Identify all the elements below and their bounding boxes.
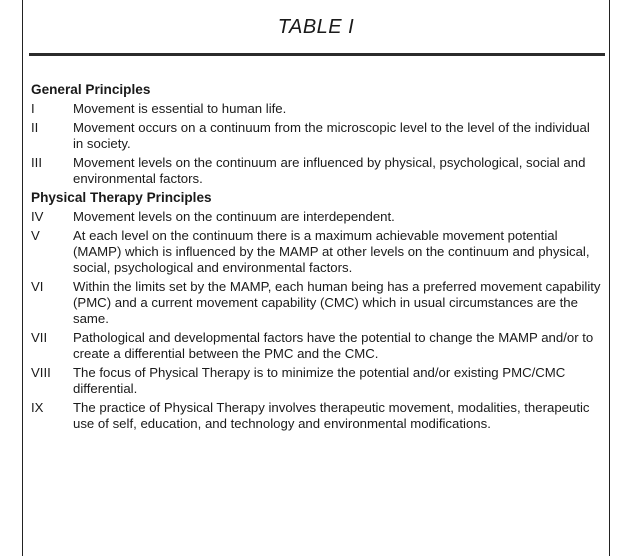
table-title: TABLE I xyxy=(277,16,355,38)
principle-item xyxy=(31,101,603,117)
title-rule xyxy=(29,53,605,56)
section-heading-general: General Principles xyxy=(31,82,151,97)
principle-text: The practice of Physical Therapy involves therapeutic movement, modalities, therapeutic use of self, education, and technology and environmental modifications. xyxy=(73,400,590,431)
principle-numeral: VII xyxy=(31,330,48,345)
principle-item xyxy=(31,120,603,152)
principle-text: Movement levels on the continuum are influenced by physical, psychological, social and environmental factors. xyxy=(73,155,586,186)
principle-text: The focus of Physical Therapy is to minimize the potential and/or existing PMC/CMC differential. xyxy=(73,365,566,396)
principle-numeral: VIII xyxy=(31,365,51,380)
table-content xyxy=(31,82,603,435)
principle-item xyxy=(31,365,603,397)
principle-numeral: III xyxy=(31,155,42,170)
principle-numeral: IV xyxy=(31,209,44,224)
principle-text: Within the limits set by the MAMP, each human being has a preferred movement capability (PMC) and a current movement capability (CMC) which in usual circumstances are the same. xyxy=(73,279,601,326)
section-heading-physical-therapy: Physical Therapy Principles xyxy=(31,190,212,205)
principle-item xyxy=(31,330,603,362)
principle-item xyxy=(31,279,603,327)
principle-item xyxy=(31,400,603,432)
principle-item xyxy=(31,155,603,187)
principle-item xyxy=(31,228,603,276)
principle-text: Movement is essential to human life. xyxy=(73,101,287,116)
principle-text: Pathological and developmental factors have the potential to change the MAMP and/or to create a differential between the PMC and the CMC. xyxy=(73,330,594,361)
principle-text: At each level on the continuum there is a maximum achievable movement potential (MAMP) which is influenced by the MAMP at other levels on the continuum and physical, social, psychological and environmental factors. xyxy=(73,228,590,275)
principle-numeral: IX xyxy=(31,400,44,415)
principle-numeral: II xyxy=(31,120,39,135)
principle-numeral: VI xyxy=(31,279,44,294)
table-frame xyxy=(22,0,610,556)
principle-numeral: I xyxy=(31,101,35,116)
principle-text: Movement occurs on a continuum from the microscopic level to the level of the individual in society. xyxy=(73,120,590,151)
principle-item xyxy=(31,209,603,225)
principle-numeral: V xyxy=(31,228,40,243)
principle-text: Movement levels on the continuum are interdependent. xyxy=(73,209,395,224)
